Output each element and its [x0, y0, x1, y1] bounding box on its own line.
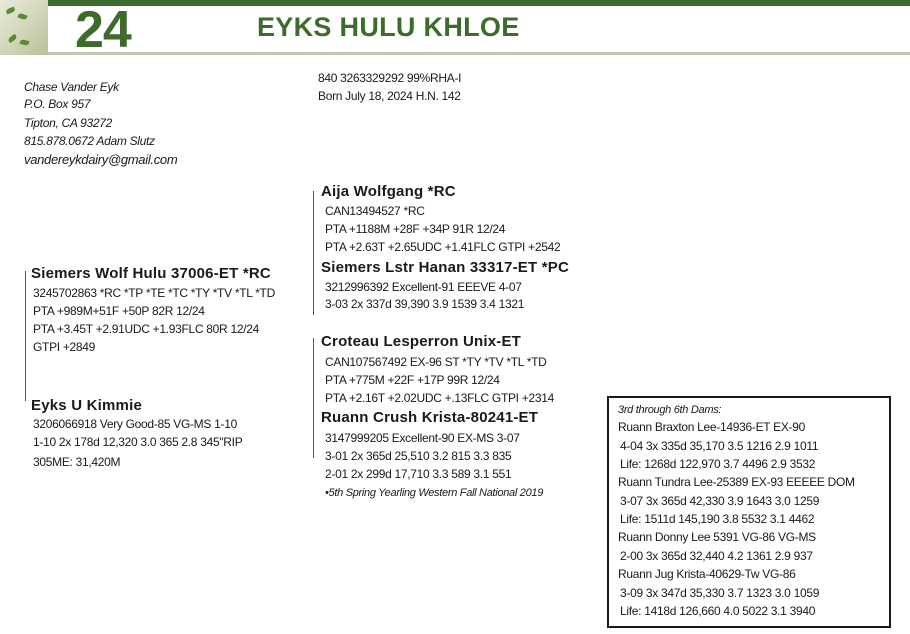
born-line: Born July 18, 2024 H.N. 142 [318, 89, 461, 103]
sire-sire-line: PTA +2.63T +2.65UDC +1.41FLC GTPI +2542 [325, 240, 561, 254]
consignor-address1: P.O. Box 957 [24, 97, 91, 111]
leaf-icon [7, 34, 17, 43]
dam-line: 305ME: 31,420M [33, 455, 121, 469]
header-band [0, 0, 910, 6]
animal-name: EYKS HULU KHLOE [257, 12, 520, 42]
sire-sire-name: Aija Wolfgang *RC [321, 183, 456, 200]
deep-dam-name: Ruann Jug Krista-40629-Tw VG-86 [618, 567, 796, 581]
dam-line: 3206066918 Very Good-85 VG-MS 1-10 [33, 417, 237, 431]
consignor-address2: Tipton, CA 93272 [24, 116, 113, 130]
deep-dam-name: Ruann Braxton Lee-14936-ET EX-90 [618, 420, 805, 434]
dam-name: Eyks U Kimmie [31, 397, 142, 414]
lot-number: 24 [75, 1, 131, 59]
sire-line: PTA +3.45T +2.91UDC +1.93FLC 80R 12/24 [33, 322, 259, 336]
deep-dam-name: Ruann Tundra Lee-25389 EX-93 EEEEE DOM [618, 475, 855, 489]
dam-sire-name: Croteau Lesperron Unix-ET [321, 333, 522, 350]
deep-dams-box [607, 396, 891, 628]
deep-dam-name: Ruann Donny Lee 5391 VG-86 VG-MS [618, 530, 816, 544]
sire-line: GTPI +2849 [33, 340, 96, 354]
dam-bracket-line [313, 338, 314, 458]
consignor-phone: 815.878.0672 Adam Slutz [24, 134, 155, 148]
deep-dam-record: Life: 1511d 145,190 3.8 5532 3.1 4462 [620, 512, 815, 526]
sire-sire-line: PTA +1188M +28F +34P 91R 12/24 [325, 222, 506, 236]
dam-dam-name: Ruann Crush Krista-80241-ET [321, 409, 539, 426]
dam-dam-line: 3-01 2x 365d 25,510 3.2 815 3.3 835 [325, 449, 512, 463]
deep-dam-record: 3-09 3x 347d 35,330 3.7 1323 3.0 1059 [620, 586, 820, 600]
sire-dam-name: Siemers Lstr Hanan 33317-ET *PC [321, 259, 569, 276]
registration-line: 840 3263329292 99%RHA-I [318, 71, 462, 85]
parents-bracket-line [25, 271, 26, 401]
deep-dam-record: 4-04 3x 335d 35,170 3.5 1216 2.9 1011 [620, 439, 819, 453]
deep-dams-heading: 3rd through 6th Dams: [618, 404, 722, 416]
sire-bracket-line [313, 191, 314, 315]
leaf-ornament [0, 0, 48, 55]
leaf-icon [5, 7, 15, 15]
sire-line: PTA +989M+51F +50P 82R 12/24 [33, 304, 205, 318]
dam-dam-line: 3147999205 Excellent-90 EX-MS 3-07 [325, 431, 520, 445]
sire-name: Siemers Wolf Hulu 37006-ET *RC [31, 265, 271, 282]
dam-line: 1-10 2x 178d 12,320 3.0 365 2.8 345"RIP [33, 435, 243, 449]
leaf-icon [20, 39, 30, 46]
dam-dam-award-note: •5th Spring Yearling Western Fall National 2019 [325, 487, 544, 499]
consignor-email: vandereykdairy@gmail.com [24, 152, 178, 167]
consignor-name: Chase Vander Eyk [24, 80, 119, 94]
sire-sire-line: CAN13494527 *RC [325, 204, 425, 218]
deep-dam-record: 3-07 3x 365d 42,330 3.9 1643 3.0 1259 [620, 494, 820, 508]
dam-dam-line: 2-01 2x 299d 17,710 3.3 589 3.1 551 [325, 467, 512, 481]
dam-sire-line: PTA +2.16T +2.02UDC +.13FLC GTPI +2314 [325, 391, 554, 405]
dam-sire-line: CAN107567492 EX-96 ST *TY *TV *TL *TD [325, 355, 547, 369]
sire-dam-line: 3-03 2x 337d 39,390 3.9 1539 3.4 1321 [325, 297, 525, 311]
catalog-header [0, 0, 910, 59]
sire-line: 3245702863 *RC *TP *TE *TC *TY *TV *TL *TD [33, 286, 275, 300]
dam-sire-line: PTA +775M +22F +17P 99R 12/24 [325, 373, 500, 387]
deep-dam-record: 2-00 3x 365d 32,440 4.2 1361 2.9 937 [620, 549, 813, 563]
deep-dam-record: Life: 1418d 126,660 4.0 5022 3.1 3940 [620, 604, 816, 618]
deep-dam-record: Life: 1268d 122,970 3.7 4496 2.9 3532 [620, 457, 816, 471]
leaf-icon [17, 13, 27, 21]
sire-dam-line: 3212996392 Excellent-91 EEEVE 4-07 [325, 280, 522, 294]
